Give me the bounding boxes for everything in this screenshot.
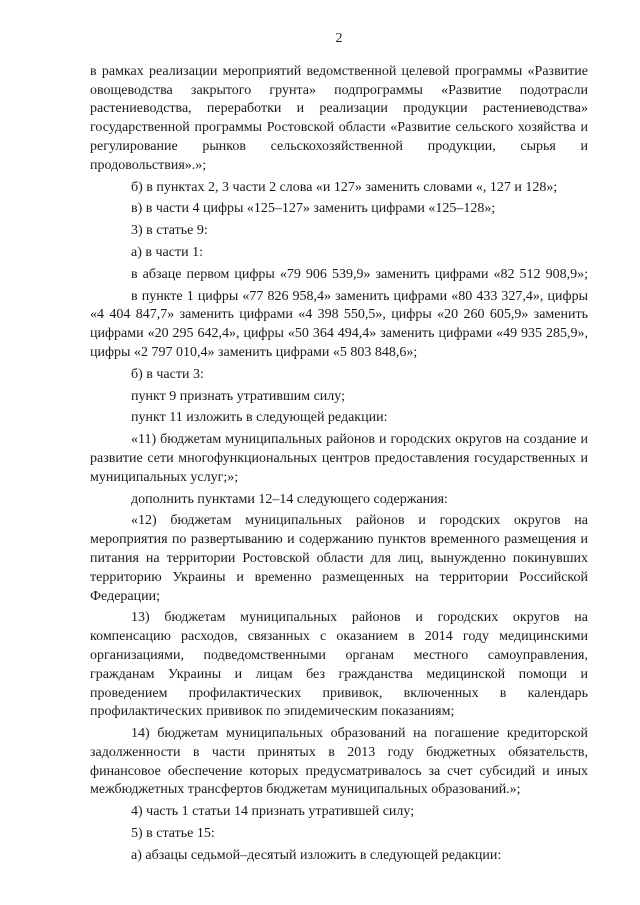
paragraph-point-14: 14) бюджетам муниципальных образований на погашение кредиторской задолженности в части принятых в 2013 году бюджетных обязательств, финансовое обеспечение которых предусматривалось за счет субсидий и иных межбюджетных трансфертов бюджетам муниципальных образований.»; bbox=[90, 726, 588, 798]
paragraph-article-14: 4) часть 1 статьи 14 признать утратившей силу; bbox=[131, 804, 415, 820]
paragraph-item-b-part2: б) в пунктах 2, 3 части 2 слова «и 127» заменить словами «, 127 и 128»; bbox=[131, 179, 558, 195]
paragraph-abzacs-7-10: а) абзацы седьмой–десятый изложить в следующей редакции: bbox=[131, 847, 502, 863]
paragraph-point-13: 13) бюджетам муниципальных районов и городских округов на компенсацию расходов, связанных с оказанием в 2014 году медицинскими организациями, подведомственными органам местного самоуправления, гражданам Украины и лицам без гражданства медицинской помощи и проведением профилактических прививок, включенных в календарь профилактических прививок по эпидемическим показаниям; bbox=[90, 610, 588, 720]
paragraph-point-11-text: «11) бюджетам муниципальных районов и городских округов на создание и развитие сети многофункциональных центров предоставления государственных и муниципальных услуг;»; bbox=[90, 432, 588, 485]
paragraph-item-v-part4: в) в части 4 цифры «125–127» заменить цифрами «125–128»; bbox=[131, 201, 496, 217]
paragraph-article-9-part3: б) в части 3: bbox=[131, 366, 204, 382]
paragraph-point-11-intro: пункт 11 изложить в следующей редакции: bbox=[131, 410, 388, 426]
paragraph-point-9-void: пункт 9 признать утратившим силу; bbox=[131, 388, 345, 404]
paragraph-article-9-part1: а) в части 1: bbox=[131, 244, 203, 260]
paragraph-add-points-12-14: дополнить пунктами 12–14 следующего содержания: bbox=[131, 491, 448, 507]
paragraph-continuation: в рамках реализации мероприятий ведомственной целевой программы «Развитие овощеводства закрытого грунта» подпрограммы «Развитие подотрасли растениеводства, переработки и реализации продукции растениеводства» государственной программы Ростовской области «Развитие сельского хозяйства и регулирование рынков сельскохозяйственной продукции, сырья и продовольствия».»; bbox=[90, 63, 588, 173]
page-number: 2 bbox=[335, 31, 343, 46]
paragraph-point-1-figures: в пункте 1 цифры «77 826 958,4» заменить цифрами «80 433 327,4», цифры «4 404 847,7» заменить цифрами «4 398 550,5», цифры «20 260 605,9» заменить цифрами «20 295 642,4», цифры «50 364 494,4» заменить цифрами «49 935 285,9», цифры «2 797 010,4» заменить цифрами «5 803 848,6»; bbox=[90, 288, 588, 360]
paragraph-first-abzac: в абзаце первом цифры «79 906 539,9» заменить цифрами «82 512 908,9»; bbox=[131, 266, 588, 282]
paragraph-article-9: 3) в статье 9: bbox=[131, 223, 208, 239]
paragraph-article-15: 5) в статье 15: bbox=[131, 826, 215, 842]
paragraph-point-12: «12) бюджетам муниципальных районов и городских округов на мероприятия по развертыванию и содержанию пунктов временного размещения и питания на территории Ростовской области для лиц, вынужденно покинувших территорию Украины и временно размещенных на территории Российской Федерации; bbox=[90, 513, 588, 604]
